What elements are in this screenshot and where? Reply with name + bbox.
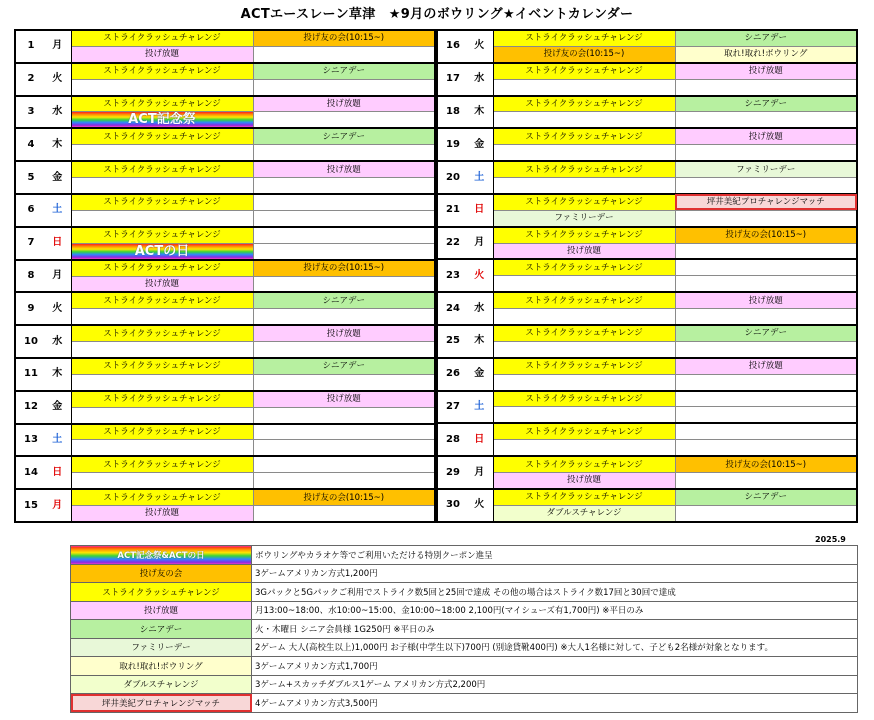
empty-cell [675,341,857,357]
empty-cell [253,473,435,489]
event-cell: ストライクラッシュチャレンジ [71,260,253,276]
event-cell: 投げ放題 [675,128,857,144]
calendar-day-row [437,325,857,341]
event-cell: ストライクラッシュチャレンジ [71,194,253,210]
day-number: 9 [15,292,44,325]
event-cell: 投げ放題 [71,46,253,62]
empty-cell [71,407,253,423]
empty-cell [253,46,435,62]
empty-cell [253,424,435,440]
event-cell: 投げ放題 [253,96,435,112]
day-of-week: 火 [466,30,493,63]
empty-cell [253,342,435,358]
event-cell: ファミリーデー [493,210,675,226]
day-number: 4 [15,128,44,161]
legend-row [71,564,858,583]
calendar-day-row-2 [15,342,435,358]
event-cell: 投げ友の会(10:15~) [253,260,435,276]
empty-cell [493,276,675,292]
calendar-day-row [437,456,857,472]
empty-cell [253,227,435,243]
day-of-week: 火 [466,489,493,522]
day-of-week: 日 [466,194,493,227]
day-number: 17 [437,63,466,96]
day-of-week: 日 [44,227,71,260]
empty-cell [253,112,435,129]
day-number: 21 [437,194,466,227]
calendar-day-row-2 [15,178,435,194]
day-of-week: 土 [44,194,71,227]
calendar-day-row-2 [15,210,435,226]
calendar-day-row [437,63,857,79]
day-number: 5 [15,161,44,194]
calendar-day-row-2 [15,243,435,260]
calendar-day-row [15,161,435,177]
day-number: 3 [15,96,44,129]
legend-label: 投げ友の会 [71,564,252,583]
empty-cell [493,374,675,390]
event-cell: 坪井美紀プロチャレンジマッチ [675,194,857,210]
empty-cell [253,374,435,390]
empty-cell [253,440,435,456]
day-of-week: 水 [44,325,71,358]
calendar-day-row-2 [437,79,857,95]
event-cell: ストライクラッシュチャレンジ [71,227,253,243]
day-number: 24 [437,292,466,325]
legend-description: 3Gパックと5Gパックご利用でストライク数5回と25回で達成 その他の場合はストライク数17回と30回で達成 [252,583,858,602]
legend-table [70,545,858,713]
legend-description: 月13:00~18:00、水10:00~15:00、金10:00~18:00 2,100円(マイシューズ有1,700円) ※平日のみ [252,601,858,620]
day-of-week: 火 [44,292,71,325]
day-number: 30 [437,489,466,522]
calendar-day-row-2 [15,276,435,292]
legend-label: ダブルスチャレンジ [71,675,252,694]
empty-cell [675,112,857,128]
day-of-week: 月 [44,260,71,293]
day-number: 22 [437,227,466,260]
event-cell: ストライクラッシュチャレンジ [71,161,253,177]
empty-cell [675,145,857,161]
calendar-day-row-2 [15,79,435,95]
empty-cell [675,309,857,325]
legend-row [71,675,858,694]
event-cell: シニアデー [253,358,435,374]
day-of-week: 土 [466,161,493,194]
day-of-week: 火 [44,63,71,96]
day-of-week: 月 [466,456,493,489]
calendar-day-row [15,96,435,112]
empty-cell [71,309,253,325]
calendar-day-row-2 [437,145,857,161]
calendar-day-row-2 [437,505,857,521]
empty-cell [253,276,435,292]
event-cell: シニアデー [675,96,857,112]
calendar-day-row [15,424,435,440]
empty-cell [675,374,857,390]
empty-cell [71,440,253,456]
calendar-day-row-2 [15,309,435,325]
event-cell: ストライクラッシュチャレンジ [493,391,675,407]
empty-cell [71,374,253,390]
event-cell: 投げ放題 [71,276,253,292]
day-number: 14 [15,456,44,489]
special-event-banner [71,112,253,129]
day-number: 26 [437,358,466,391]
legend-row [71,546,858,565]
day-number: 7 [15,227,44,260]
calendar-day-row-2 [437,210,857,226]
empty-cell [493,440,675,456]
event-cell: 投げ放題 [253,325,435,341]
calendar-day-row [15,292,435,308]
calendar-right [436,29,858,523]
legend-row [71,601,858,620]
empty-cell [253,309,435,325]
event-cell: ストライクラッシュチャレンジ [493,128,675,144]
empty-cell [253,243,435,260]
event-cell: 投げ放題 [493,243,675,259]
calendar-day-row [15,194,435,210]
legend-row [71,638,858,657]
event-cell: ファミリーデー [675,161,857,177]
legend-row [71,583,858,602]
calendar-day-row [437,292,857,308]
empty-cell [675,210,857,226]
event-cell: 投げ放題 [675,63,857,79]
calendar-day-row-2 [15,473,435,489]
day-number: 15 [15,489,44,522]
calendar-day-row-2 [437,473,857,489]
event-cell: ストライクラッシュチャレンジ [71,96,253,112]
empty-cell [675,407,857,423]
event-cell: 取れ!取れ!ボウリング [675,46,857,62]
day-number: 13 [15,424,44,457]
empty-cell [493,178,675,194]
empty-cell [493,407,675,423]
calendar-day-row-2 [437,112,857,128]
event-cell: ストライクラッシュチャレンジ [71,63,253,79]
day-of-week: 金 [44,161,71,194]
empty-cell [493,145,675,161]
empty-cell [675,473,857,489]
event-cell: シニアデー [253,128,435,144]
calendar-day-row [15,128,435,144]
event-cell: 投げ放題 [253,161,435,177]
legend-label: ファミリーデー [71,638,252,657]
event-cell: 投げ友の会(10:15~) [675,456,857,472]
day-of-week: 木 [44,128,71,161]
special-event-banner [71,243,253,260]
empty-cell [675,243,857,259]
event-cell: 投げ友の会(10:15~) [253,30,435,46]
event-cell: シニアデー [675,30,857,46]
day-of-week: 土 [44,424,71,457]
event-cell: 投げ友の会(10:15~) [675,227,857,243]
event-cell: 投げ友の会(10:15~) [493,46,675,62]
empty-cell [675,276,857,292]
day-number: 1 [15,30,44,63]
calendar-day-row [437,30,857,46]
calendar-day-row-2 [15,46,435,62]
empty-cell [253,506,435,522]
calendar-left [14,29,436,523]
calendar-day-row-2 [15,506,435,522]
legend-description: 3ゲームアメリカン方式1,700円 [252,657,858,676]
calendar-day-row [437,259,857,275]
day-of-week: 金 [44,391,71,424]
legend-label: 取れ!取れ!ボウリング [71,657,252,676]
day-of-week: 月 [44,489,71,522]
empty-cell [493,79,675,95]
empty-cell [253,178,435,194]
day-number: 10 [15,325,44,358]
empty-cell [71,178,253,194]
empty-cell [675,391,857,407]
event-cell: シニアデー [253,63,435,79]
calendar-day-row [15,489,435,505]
empty-cell [71,145,253,161]
event-cell: ストライクラッシュチャレンジ [493,423,675,439]
day-of-week: 水 [466,292,493,325]
legend-row [71,620,858,639]
empty-cell [253,407,435,423]
calendar-day-row-2 [437,46,857,62]
calendar-day-row [437,161,857,177]
day-number: 6 [15,194,44,227]
day-of-week: 土 [466,391,493,424]
event-cell: 投げ放題 [493,473,675,489]
event-cell: シニアデー [675,325,857,341]
day-number: 19 [437,128,466,161]
empty-cell [675,505,857,521]
empty-cell [253,210,435,226]
calendar-day-row-2 [15,374,435,390]
empty-cell [493,309,675,325]
empty-cell [71,79,253,95]
empty-cell [253,194,435,210]
day-of-week: 日 [466,423,493,456]
event-cell: ストライクラッシュチャレンジ [71,128,253,144]
calendar-day-row [15,63,435,79]
calendar-day-row [437,423,857,439]
event-cell: ストライクラッシュチャレンジ [71,489,253,505]
day-of-week: 金 [466,358,493,391]
day-number: 20 [437,161,466,194]
calendar-day-row [15,227,435,243]
event-cell: ストライクラッシュチャレンジ [71,424,253,440]
calendar-day-row-2 [437,243,857,259]
empty-cell [71,210,253,226]
event-cell: ストライクラッシュチャレンジ [493,30,675,46]
calendar-day-row [15,260,435,276]
day-of-week: 金 [466,128,493,161]
legend-label: ACT記念祭&ACTの日 [71,546,252,565]
calendar-day-row [15,391,435,407]
event-cell: ストライクラッシュチャレンジ [71,358,253,374]
day-of-week: 木 [466,325,493,358]
day-of-week: 水 [44,96,71,129]
empty-cell [71,473,253,489]
legend-description: 3ゲーム+スカッチダブルス1ゲーム アメリカン方式2,200円 [252,675,858,694]
event-cell: 投げ放題 [253,391,435,407]
event-cell: ストライクラッシュチャレンジ [493,358,675,374]
day-number: 18 [437,96,466,129]
day-number: 16 [437,30,466,63]
empty-cell [493,341,675,357]
day-number: 29 [437,456,466,489]
calendar-day-row [437,227,857,243]
day-of-week: 木 [466,96,493,129]
legend-description: 火・木曜日 シニア会員様 1G250円 ※平日のみ [252,620,858,639]
event-cell: ストライクラッシュチャレンジ [493,456,675,472]
event-cell: ストライクラッシュチャレンジ [71,391,253,407]
calendar-day-row [15,325,435,341]
event-cell: ストライクラッシュチャレンジ [493,161,675,177]
empty-cell [675,423,857,439]
calendar-day-row-2 [437,178,857,194]
day-number: 25 [437,325,466,358]
day-of-week: 月 [466,227,493,260]
special-event-label: ACTの日 [72,244,253,259]
event-cell: ストライクラッシュチャレンジ [71,456,253,472]
calendar-day-row-2 [437,309,857,325]
page-title: ACTエースレーン草津 ★9月のボウリング★イベントカレンダー [240,7,634,22]
event-cell: ストライクラッシュチャレンジ [493,96,675,112]
calendar-day-row-2 [437,341,857,357]
legend-label: 投げ放題 [71,601,252,620]
event-cell: 投げ放題 [675,292,857,308]
calendar-day-row-2 [15,145,435,161]
empty-cell [675,178,857,194]
calendar-day-row-2 [15,407,435,423]
calendar-day-row [437,358,857,374]
calendar-day-row [437,489,857,505]
empty-cell [71,342,253,358]
event-cell: シニアデー [675,489,857,505]
legend-description: ボウリングやカラオケ等でご利用いただける特別クーポン進呈 [252,546,858,565]
calendar-day-row-2 [437,276,857,292]
calendar-day-row-2 [15,440,435,456]
empty-cell [253,79,435,95]
day-number: 23 [437,259,466,292]
calendar-day-row [437,96,857,112]
legend-row [71,657,858,676]
day-of-week: 水 [466,63,493,96]
day-number: 27 [437,391,466,424]
calendar-day-row [15,30,435,46]
legend-description: 2ゲーム 大人(高校生以上)1,000円 お子様(中学生以下)700円 (別途貸靴400円) ※大人1名様に対して、子ども2名様が対象となります。 [252,638,858,657]
event-cell: ストライクラッシュチャレンジ [493,259,675,275]
calendar-day-row [437,194,857,210]
event-cell: ストライクラッシュチャレンジ [493,325,675,341]
empty-cell [253,456,435,472]
calendar-day-row-2 [437,407,857,423]
empty-cell [675,259,857,275]
event-cell: ストライクラッシュチャレンジ [493,489,675,505]
calendar-day-row-2 [15,112,435,129]
event-cell: ストライクラッシュチャレンジ [493,194,675,210]
legend-description: 4ゲームアメリカン方式3,500円 [252,694,858,713]
calendar-day-row [15,358,435,374]
legend-row [71,694,858,713]
event-cell: ダブルスチャレンジ [493,505,675,521]
event-cell: ストライクラッシュチャレンジ [493,292,675,308]
empty-cell [493,112,675,128]
day-number: 12 [15,391,44,424]
legend-label: シニアデー [71,620,252,639]
day-of-week: 月 [44,30,71,63]
calendar-day-row [437,128,857,144]
legend-description: 3ゲームアメリカン方式1,200円 [252,564,858,583]
event-cell: ストライクラッシュチャレンジ [71,30,253,46]
day-of-week: 日 [44,456,71,489]
event-cell: ストライクラッシュチャレンジ [71,325,253,341]
day-number: 11 [15,358,44,391]
day-of-week: 火 [466,259,493,292]
calendar-day-row-2 [437,440,857,456]
event-cell: ストライクラッシュチャレンジ [493,63,675,79]
empty-cell [675,79,857,95]
event-cell: ストライクラッシュチャレンジ [71,292,253,308]
calendar-day-row [15,456,435,472]
event-cell: 投げ友の会(10:15~) [253,489,435,505]
special-event-label: ACT記念祭 [72,112,253,127]
empty-cell [253,145,435,161]
legend-label: 坪井美紀プロチャレンジマッチ [71,694,252,713]
event-cell: シニアデー [253,292,435,308]
day-number: 8 [15,260,44,293]
day-of-week: 木 [44,358,71,391]
empty-cell [675,440,857,456]
day-number: 28 [437,423,466,456]
calendar-day-row-2 [437,374,857,390]
legend-label: ストライクラッシュチャレンジ [71,583,252,602]
event-cell: 投げ放題 [675,358,857,374]
year-month-label: 2025.9 [815,535,846,544]
event-cell: 投げ放題 [71,506,253,522]
calendar-day-row [437,391,857,407]
event-cell: ストライクラッシュチャレンジ [493,227,675,243]
day-number: 2 [15,63,44,96]
